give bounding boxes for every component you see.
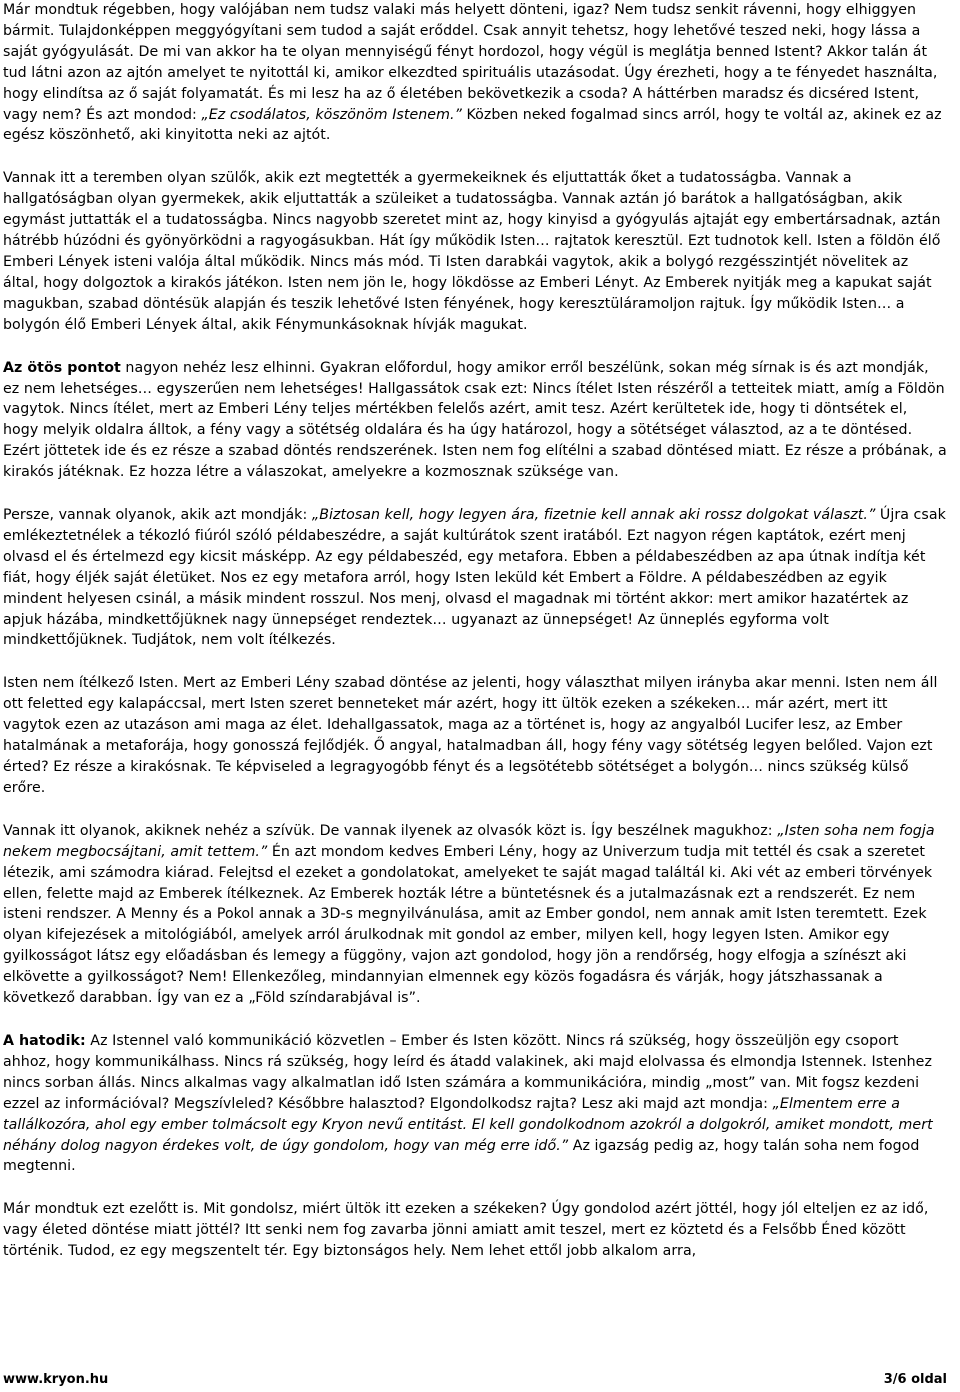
bold-lead-text: Az ötös pontot bbox=[3, 359, 121, 376]
paragraph bbox=[3, 0, 947, 146]
paragraph bbox=[3, 358, 947, 483]
paragraph bbox=[3, 1031, 947, 1177]
paragraph-text: Már mondtuk ezt ezelőtt is. Mit gondolsz, miért ültök itt ezeken a székeken? Úgy gondolod azért jöttél, hogy jól elteljen ez az idő, vagy életed döntése miatt jöttél? Itt senki nem fog zavarba jönni amiatt amit teszel, mert ez köztetd és a Felsőbb Éned között történik. Tudod, ez egy megszentelt tér. Egy biztonságos hely. Nem lehet ettől jobb alkalom arra, bbox=[3, 1201, 929, 1260]
paragraph-text: Persze, vannak olyanok, akik azt mondják: bbox=[3, 507, 312, 524]
italic-quote-text: „Isten soha nem fogja nekem megbocsájtani, amit tettem.” bbox=[3, 822, 935, 860]
document-body bbox=[3, 0, 947, 1284]
bold-lead-text: A hatodik: bbox=[3, 1032, 86, 1049]
paragraph bbox=[3, 673, 947, 798]
footer-site-url[interactable]: www.kryon.hu bbox=[3, 1372, 109, 1387]
paragraph-text: Újra csak emlékeztetnélek a tékozló fiúról szóló példabeszédre, a saját kultúrátok szent iratából. Ezt nagyon régen kaptátok, ezért menj olvasd el és értelmezd egy kicsit másképp. Az egy példabeszéd, egy metafora. Ebben a példabeszédben az apa útnak indítja két fiát, hogy éljék saját életüket. Nos ez egy metafora arról, hogy Isten leküld két Embert a Földre. A példabeszédben az egyik mindent helyesen csinál, a másik mindent rosszul. Nos menj, olvasd el magadnak mi történt akkor: mert amikor hazatértek az apjuk házába, mindkettőjüknek nagy ünnepséget rendeztek… ugyanazt az ünnepséget! Az ünneplés egyforma volt mindkettőjüknek. Tudjátok, nem volt ítélkezés. bbox=[3, 507, 946, 649]
paragraph-text: Már mondtuk régebben, hogy valójában nem tudsz valaki más helyett dönteni, igaz? Nem tudsz senkit rávenni, hogy elhiggyen bármit. Tulajdonképpen meggyógyítani sem tudod a saját erőddel. Csak annyit tehetsz, hogy lehetővé teszed neki, hogy lássa a saját gyógyulását. De mi van akkor ha te olyan mennyiségű fényt hordozol, hogy végül is meglátja benned Istent? Akkor talán át tud látni azon az ajtón amelyet te nyitottál ki, amikor elkezdted spirituális utazásodat. Úgy érezheti, hogy a te fényedet használta, hogy elindítsa az ő saját folyamatát. És mi lesz ha az ő életében bekövetkezik a csoda? A háttérben maradsz és dicséred Istent, vagy nem? És azt mondod: bbox=[3, 2, 938, 123]
paragraph-text: Isten nem ítélkező Isten. Mert az Emberi Lény szabad döntése az jelenti, hogy választhat milyen irányba akar menni. Isten nem áll ott feletted egy kalapáccsal, mert Isten szeret benneteket már azért, hogy itt ültök ezeken a székeken… már azért, mert itt vagytok ezen az utazáson ami maga az élet. Idehallgassatok, maga az a történet is, hogy az angyalból Lucifer lesz, az Ember hatalmának a metaforája, hogy gonosszá fejlődjék. Ő angyal, hatalmadban áll, hogy fény vagy sötétség legyen belőled. Vajon ezt érted? Ez része a kirakósnak. Te képviseled a legragyogóbb fényt és a legsötétebb sötétséget a bolygón… nincs szükség külső erőre. bbox=[3, 675, 938, 796]
footer-page-number: 3/6 oldal bbox=[883, 1372, 947, 1387]
italic-quote-text: „Biztosan kell, hogy legyen ára, fizetnie kell annak aki rossz dolgokat választ.” bbox=[311, 507, 876, 524]
paragraph bbox=[3, 1199, 947, 1262]
paragraph bbox=[3, 505, 947, 651]
paragraph-text: Az igazság pedig az, hogy talán soha nem fogod megtenni. bbox=[3, 1137, 920, 1175]
paragraph bbox=[3, 168, 947, 335]
paragraph-text: nagyon nehéz lesz elhinni. Gyakran előfordul, hogy amikor erről beszélünk, sokan még sírnak is és azt mondják, ez nem lehetséges… egyszerűen nem lehetséges! Hallgassátok csak ezt: Nincs ítélet Isten részéről a tetteitek miatt, amíg a Földön vagytok. Nincs ítélet, mert az Emberi Lény teljes mértékben felelős azért, amit tesz. Azért kerültetek ide, hogy ti döntsétek el, hogy melyik oldalra álltok, a fény vagy a sötétség oldalára és ha úgy határozol, hogy a sötétséget választod, az a te döntésed. Ezért jöttetek ide és ez része a szabad döntés rendszerének. Isten nem fog elítélni a szabad döntésed miatt. Ez része a próbának, a kirakós játéknak. Ez hozza létre a válaszokat, amelyekre a kozmosznak szüksége van. bbox=[3, 359, 947, 481]
paragraph-text: Vannak itt olyanok, akiknek nehéz a szívük. De vannak ilyenek az olvasók közt is. Így beszélnek magukhoz: bbox=[3, 822, 778, 839]
italic-quote-text: „Elmentem erre a tallálkozóra, ahol egy ember tolmácsolt egy Kryon nevű entitást. El kell gondolkodnom azokról a dolgokról, amiket mondott, mert néhány dolog nagyon érdekes volt, de úgy gondolom, hogy van még erre idő.” bbox=[3, 1095, 933, 1154]
paragraph-text: Én azt mondom kedves Emberi Lény, hogy az Univerzum tudja mit tettél és csak a szeretet létezik, ami számodra kiárad. Felejtsd el ezeket a gondolatokat, amelyeket te saját magad találtál ki. Aki vét az emberi törvények ellen, felette majd az Emberek ítélkeznek. Az Emberek hozták létre a büntetésnek és a jutalmazásnak ezt a rendszerét. Ez nem isteni rendszer. A Menny és a Pokol annak a 3D-s megnyilvánulása, amit az Ember gondol, nem annak amit Isten teremtett. Ezek olyan kifejezések a mitológiából, amelyek arról árulkodnak mit gondol az ember, milyen kell, hogy legyen Isten. Amikor egy gyilkosságot látsz egy előadásban és lemegy a függöny, vajon azt gondolod, hogy jön a rendőrség, hogy elfogja a színészt aki elkövette a gyilkosságot? Nem! Ellenkezőleg, mindannyian elmennek egy közös fogadásra és várják, hogy játszhassanak a következő darabban. Így van ez a „Föld színdarabjával is”. bbox=[3, 843, 933, 1007]
italic-quote-text: „Ez csodálatos, köszönöm Istenem.” bbox=[201, 106, 462, 123]
paragraph-text: Vannak itt a teremben olyan szülők, akik ezt megtették a gyermekeiknek és eljuttatták őket a tudatosságba. Vannak a hallgatóságban olyan gyermekek, akik eljuttatták a szüleiket a tudatosságba. Vannak aztán jó barátok a hallgatóságban, akik egymást juttatták el a tudatosságba. Nincs nagyobb szeretet mint az, hogy kinyisd a gyógyulás ajtaját egy embertársadnak, aztán hátrébb húzódni és gyönyörködni a ragyogásukban. Hát így működik Isten… rajtatok keresztül. Ezt tudnotok kell. Isten a földön élő Emberi Lények isteni valója által működik. Nincs más mód. Ti Isten darabkái vagytok, akik a bolygó rezgésszintjét növelitek az által, hogy dolgoztok a kirakós játékon. Isten nem jön le, hogy lökdösse az Emberi Lényt. Az Emberek nyitják meg a kapukat saját magukban, szabad döntésük alapján és teszik lehetővé Isten fényének, hogy keresztüláramoljon rajtuk. Így működik Isten… a bolygón élő Emberi Lények által, akik Fénymunkásoknak hívják magukat. bbox=[3, 170, 941, 333]
paragraph-text: Közben neked fogalmad sincs arról, hogy te voltál az, akinek ez az egész köszönhető, aki kinyitotta neki az ajtót. bbox=[3, 106, 942, 144]
paragraph bbox=[3, 821, 947, 1009]
page-footer bbox=[3, 1372, 947, 1390]
paragraph-text: Az Istennel való kommunikáció közvetlen – Ember és Isten között. Nincs rá szükség, hogy összeüljön egy csoport ahhoz, hogy kommunikálhass. Nincs rá szükség, hogy leírd és átadd valakinek, aki majd elolvassa és elmondja Istennek. Istenhez nincs sorban állás. Nincs alkalmas vagy alkalmatlan idő Isten számára a kommunikációra, mindig „most” van. Mit fogsz kezdeni ezzel az információval? Megszívleled? Későbbre halasztod? Elgondolkodsz rajta? Lesz aki majd azt mondja: bbox=[3, 1032, 932, 1112]
